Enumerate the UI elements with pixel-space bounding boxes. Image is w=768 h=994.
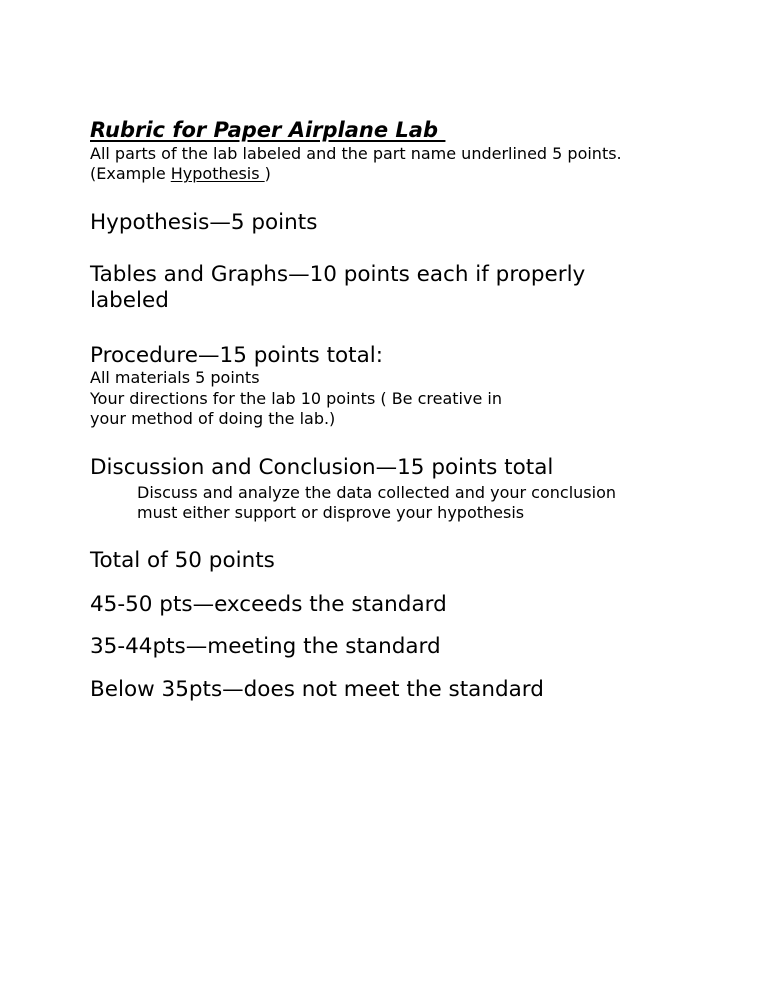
discussion-criterion: Discussion and Conclusion—15 points total	[90, 455, 554, 480]
grade-exceeds: 45-50 pts—exceeds the standard	[90, 592, 447, 617]
intro-line: All parts of the lab labeled and the part name underlined 5 points.	[90, 144, 622, 163]
tables-graphs-criterion: Tables and Graphs—10 points each if properly	[90, 262, 586, 287]
total-points: Total of 50 points	[90, 548, 275, 573]
grade-below: Below 35pts—does not meet the standard	[90, 677, 544, 702]
discussion-detail-continued: must either support or disprove your hypothesis	[137, 503, 525, 522]
procedure-materials: All materials 5 points	[90, 368, 260, 387]
procedure-directions: Your directions for the lab 10 points ( Be creative in	[90, 389, 502, 408]
example-suffix: )	[264, 164, 271, 183]
example-underlined-word: Hypothesis	[170, 164, 265, 183]
intro-example-line	[90, 164, 271, 184]
hypothesis-criterion: Hypothesis—5 points	[90, 210, 318, 235]
document-title: Rubric for Paper Airplane Lab	[90, 118, 439, 142]
tables-graphs-criterion-continued: labeled	[90, 288, 169, 313]
grade-meeting: 35-44pts—meeting the standard	[90, 634, 441, 659]
procedure-criterion: Procedure—15 points total:	[90, 343, 383, 368]
procedure-directions-continued: your method of doing the lab.)	[90, 409, 336, 428]
example-prefix: (Example	[90, 164, 171, 183]
discussion-detail: Discuss and analyze the data collected and your conclusion	[137, 483, 616, 502]
